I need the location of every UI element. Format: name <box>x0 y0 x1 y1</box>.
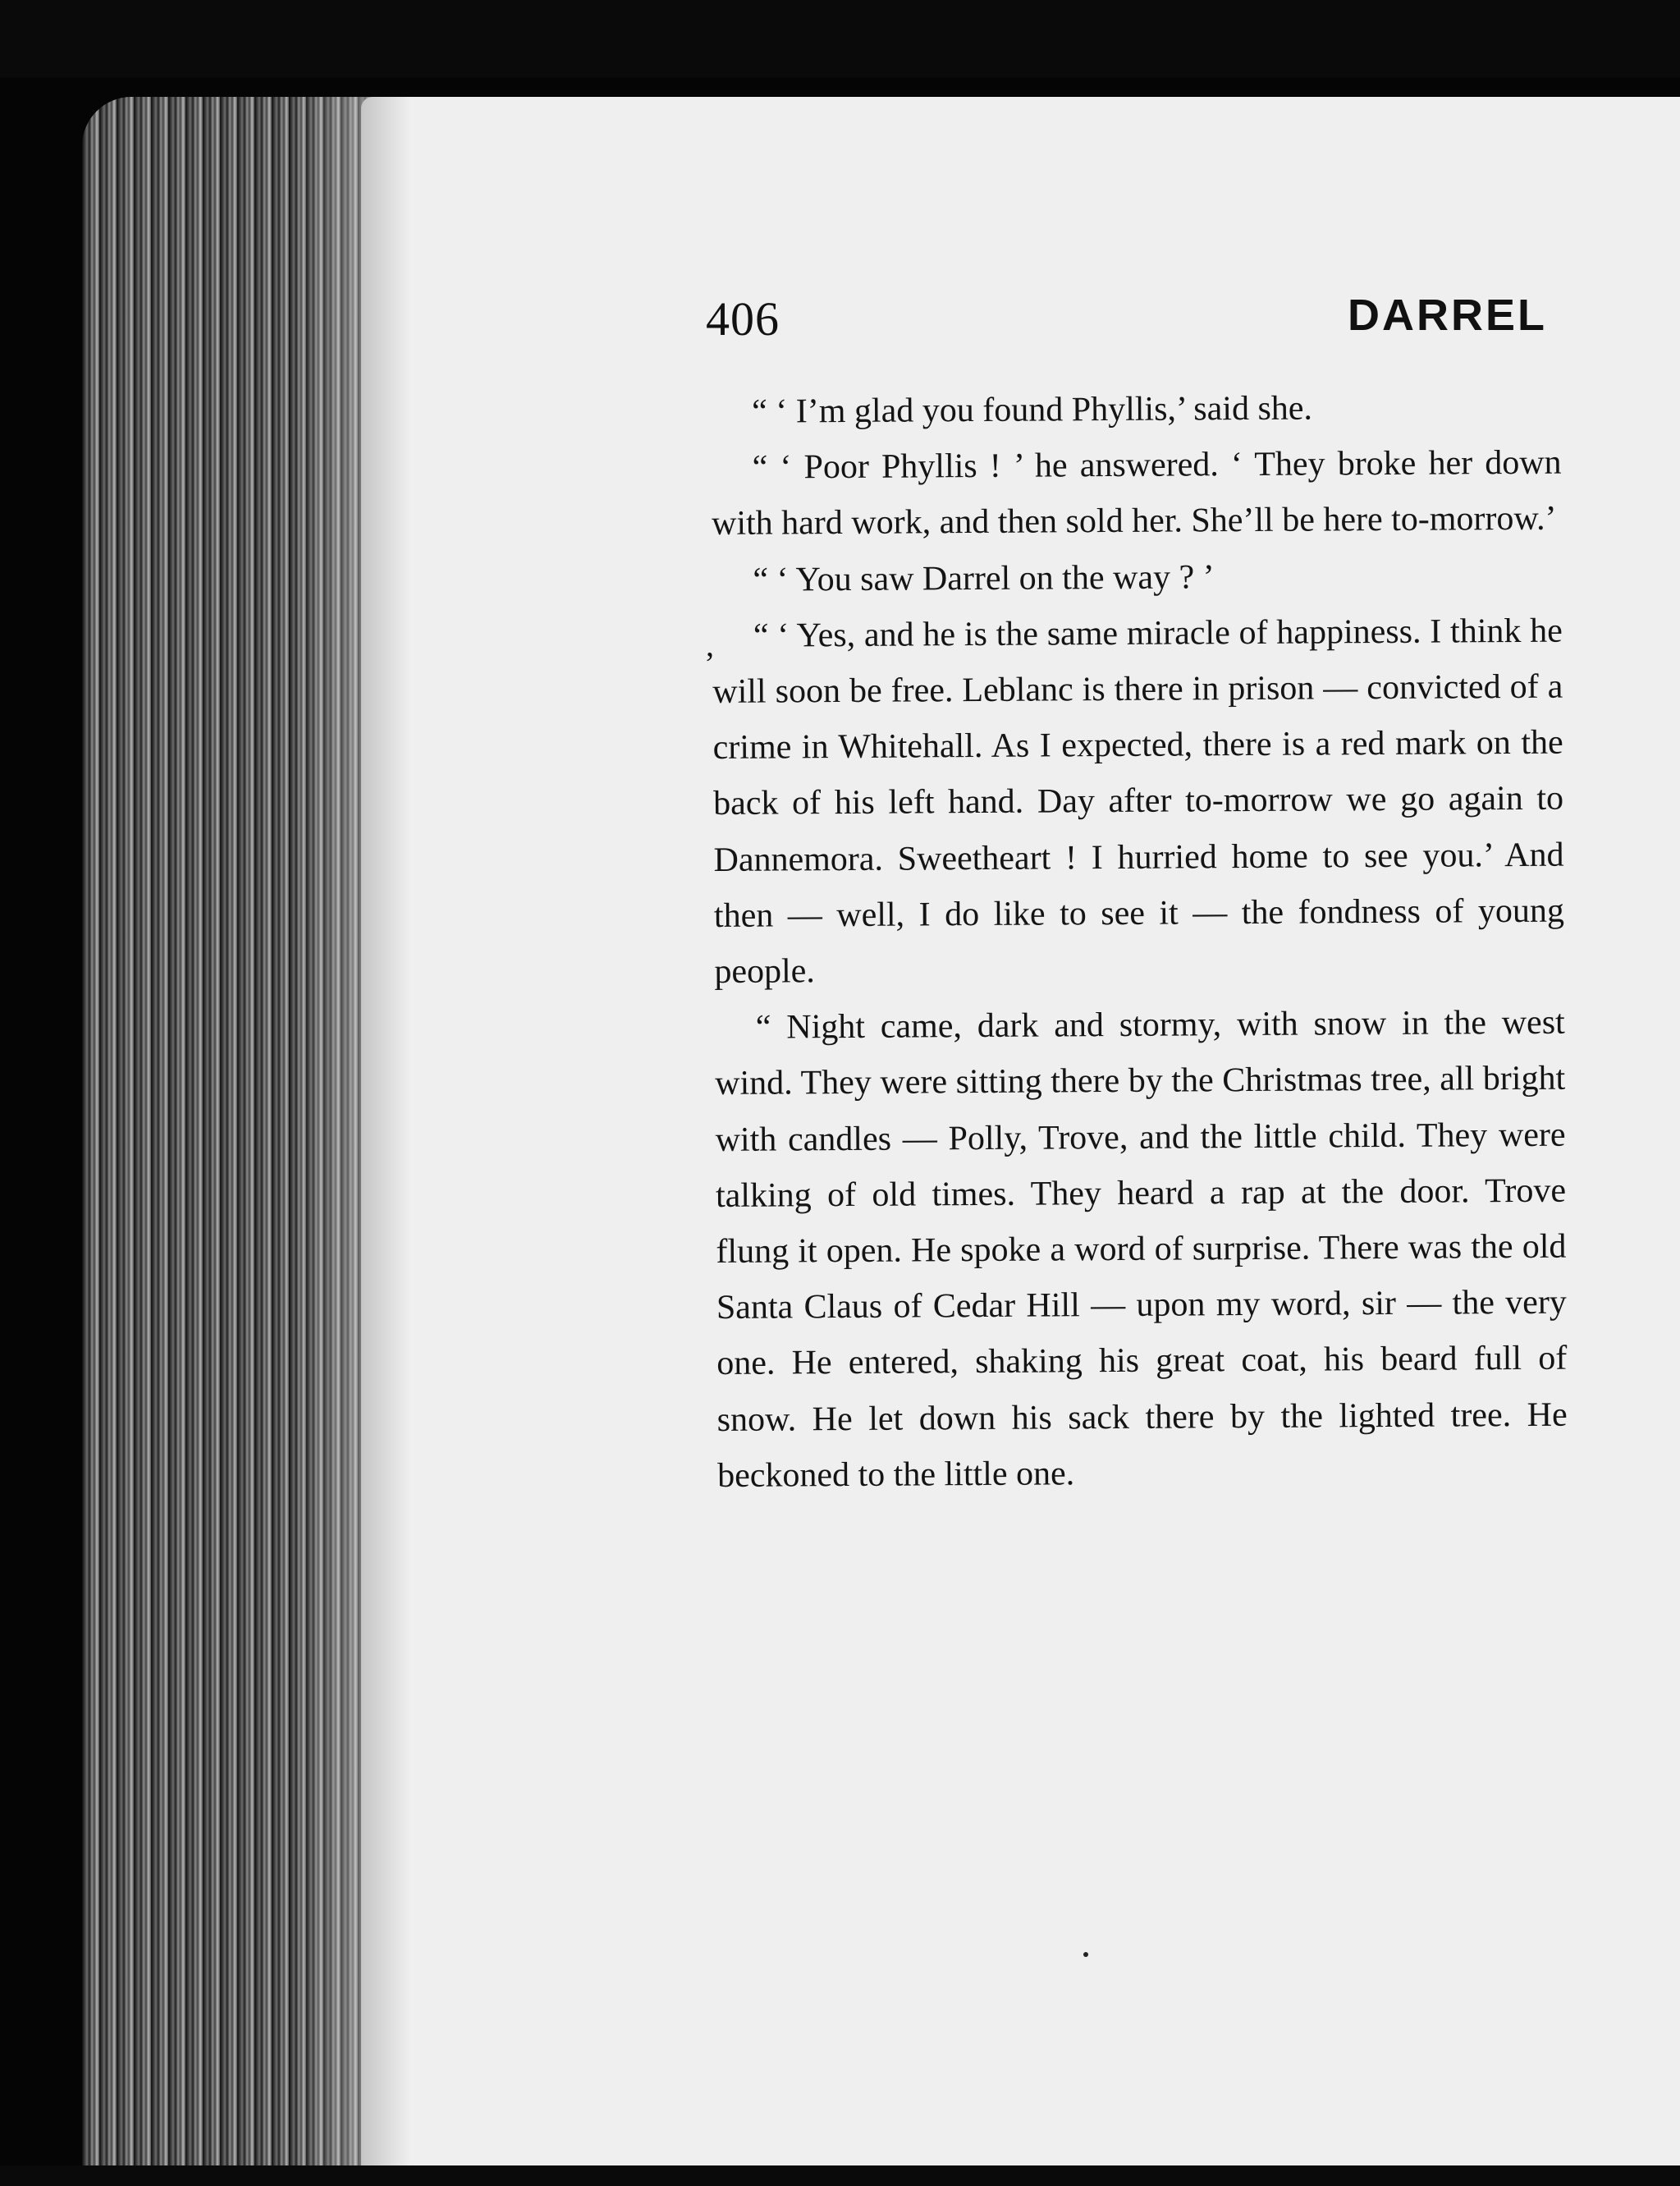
gutter-shadow <box>361 97 410 2165</box>
page-number: 406 <box>706 292 780 346</box>
paragraph-2: “ ‘ Poor Phyllis ! ’ he answered. ‘ They broke her down with hard work, and then sold her. She’ll be here to-morrow.’ <box>711 443 1562 543</box>
paragraph-4: “ ‘ Yes, and he is the same miracle of happiness. I think he will soon be free. Leblanc is there in prison — convicted of a crime in Whitehall. As I expected, there is a red mark on the back of his left hand. Day after to-morrow we go again to Dannemora. Sweetheart ! I hurried home to see you.’ And then — well, I do like to see it — the fondness of young people. <box>712 612 1565 992</box>
dust-speck <box>1083 1952 1088 1957</box>
paragraph-1: “ ‘ I’m glad you found Phyllis,’ said she. <box>752 389 1313 431</box>
scan-bottom-border <box>0 2165 1680 2186</box>
body-text <box>711 379 1568 1504</box>
stray-ink-mark: , <box>706 626 714 663</box>
paragraph-3: “ ‘ You saw Darrel on the way ? ’ <box>753 557 1215 599</box>
paragraph-5: “ Night came, dark and stormy, with snow in the west wind. They were sitting there by the Christmas tree, all bright with candles — Polly, Trove, and the little child. They were talking of old times. They heard a rap at the door. Trove flung it open. He spoke a word of surprise. There was the old Santa Claus of Cedar Hill — upon my word, sir — the very one. He entered, shaking his great coat, his beard full of snow. He let down his sack there by the lighted tree. He beckoned to the little one. <box>715 1003 1568 1495</box>
page-header <box>706 283 1547 349</box>
scan-top-border <box>0 0 1680 78</box>
book-page-edges <box>82 97 394 2165</box>
running-title: DARREL <box>1348 291 1547 340</box>
